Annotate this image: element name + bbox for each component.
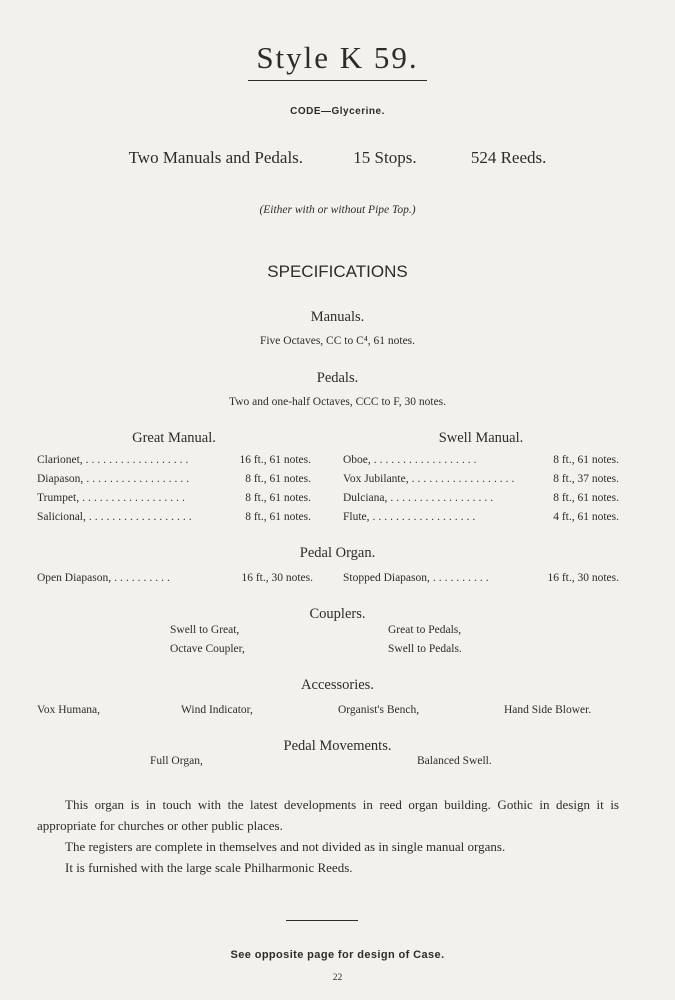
specifications-heading: SPECIFICATIONS [267,262,408,281]
list-item: Oboe, .................. 8 ft., 61 notes. [343,454,619,466]
list-item: Diapason, .................. 8 ft., 61 notes. [37,473,311,485]
pedal-organ-heading: Pedal Organ. [299,545,376,561]
accessory-item: Organist's Bench, [338,704,420,716]
page-title: Style K 59. [248,40,426,81]
pedal-movement-item: Full Organ, [150,755,203,767]
list-item: Trumpet, .................. 8 ft., 61 notes. [37,492,311,504]
accessory-item: Wind Indicator, [181,704,253,716]
pedals-heading: Pedals. [316,370,359,386]
list-item: Flute, .................. 4 ft., 61 notes. [343,511,619,523]
pedals-text: Two and one-half Octaves, CCC to F, 30 notes. [228,396,447,408]
couplers-heading: Couplers. [309,606,366,622]
pipe-top-note: (Either with or without Pipe Top.) [259,204,416,216]
code-word: CODE—Glycerine. [290,106,385,117]
list-item: Dulciana, .................. 8 ft., 61 notes. [343,492,619,504]
coupler-item: Swell to Pedals. [388,643,462,655]
swell-manual-heading: Swell Manual. [438,430,524,446]
pedal-movement-item: Balanced Swell. [417,755,492,767]
manuals-summary: Two Manuals and Pedals. [128,148,304,167]
paragraph-1: This organ is in touch with the latest developments in reed organ building. Gothic in design it is appropriate for churches or other public places. [37,797,619,833]
pedal-organ-left: Open Diapason, .......... 16 ft., 30 notes. [37,572,313,584]
accessory-item: Vox Humana, [37,704,101,716]
great-manual-list [37,454,311,530]
coupler-item: Great to Pedals, [388,624,462,636]
paragraph-3: It is furnished with the large scale Philharmonic Reeds. [65,860,353,875]
footer-note: See opposite page for design of Case. [230,949,445,961]
manuals-heading: Manuals. [310,309,365,325]
description-paragraph [37,794,619,878]
coupler-item: Swell to Great, [170,624,240,636]
manuals-text: Five Octaves, CC to C⁴, 61 notes. [259,335,416,347]
paragraph-2: The registers are complete in themselves and not divided as in single manual organs. [65,839,506,854]
accessories-heading: Accessories. [301,677,374,693]
reeds-summary: 524 Reeds. [470,148,547,167]
great-manual-heading: Great Manual. [132,430,216,446]
page-title-block [0,40,675,81]
page-number: 22 [332,973,343,983]
list-item: Clarionet, .................. 16 ft., 61 notes. [37,454,311,466]
coupler-item: Octave Coupler, [170,643,245,655]
list-item: Vox Jubilante, .................. 8 ft., 37 notes. [343,473,619,485]
stops-summary: 15 Stops. [353,148,417,167]
accessory-item: Hand Side Blower. [504,704,592,716]
pedal-movements-heading: Pedal Movements. [283,738,392,754]
pedal-organ-right: Stopped Diapason, .......... 16 ft., 30 notes. [343,572,619,584]
list-item: Salicional, .................. 8 ft., 61 notes. [37,511,311,523]
summary-line [0,148,675,168]
swell-manual-list [343,454,619,530]
divider [286,920,358,921]
